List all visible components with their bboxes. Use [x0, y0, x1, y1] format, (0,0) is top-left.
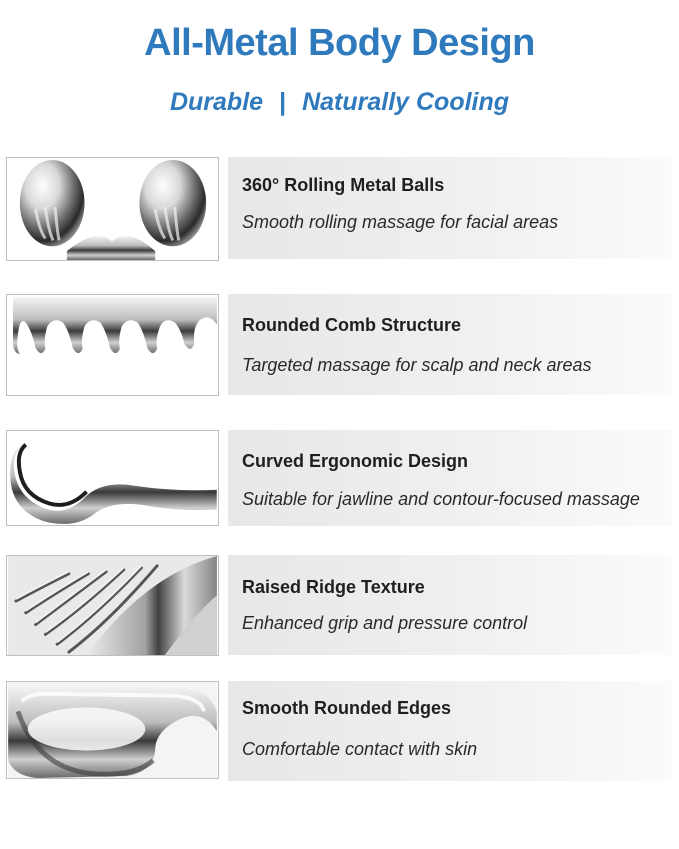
feature-description: Suitable for jawline and contour-focused massage [242, 489, 640, 509]
feature-panel [228, 430, 673, 526]
rolling-metal-balls-image [6, 157, 219, 261]
page-title: All-Metal Body Design [144, 22, 535, 64]
feature-description: Targeted massage for scalp and neck areas [242, 355, 592, 375]
curved-ergonomic-image [6, 430, 219, 526]
feature-title: Rounded Comb Structure [242, 315, 461, 335]
subtitle-durable: Durable [169, 88, 264, 116]
feature-panel [228, 681, 673, 781]
feature-title: Curved Ergonomic Design [242, 451, 469, 471]
subtitle-separator: | [279, 88, 287, 116]
comb-structure-image [6, 294, 219, 396]
page-subtitle [0, 88, 679, 117]
feature-title: Raised Ridge Texture [242, 577, 425, 597]
feature-description: Enhanced grip and pressure control [242, 613, 528, 633]
rounded-edges-image [6, 681, 219, 779]
feature-title: 360° Rolling Metal Balls [242, 175, 445, 195]
ridge-texture-image [6, 555, 219, 656]
feature-panel [228, 157, 673, 259]
feature-description: Smooth rolling massage for facial areas [242, 212, 559, 232]
feature-description: Comfortable contact with skin [242, 739, 478, 759]
feature-panel [228, 294, 673, 395]
feature-panel [228, 555, 673, 655]
subtitle-cooling: Naturally Cooling [302, 88, 510, 116]
feature-title: Smooth Rounded Edges [242, 698, 451, 718]
